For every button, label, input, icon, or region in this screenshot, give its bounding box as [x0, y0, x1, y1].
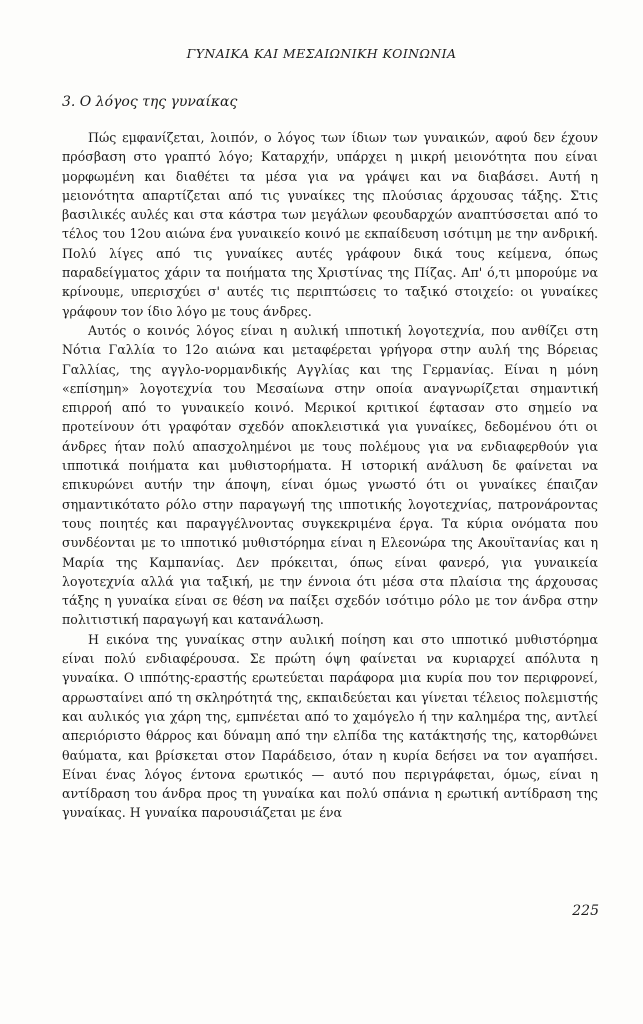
body-text	[62, 128, 598, 823]
paragraph: Αυτός ο κοινός λόγος είναι η αυλική ιπποτική λογοτεχνία, που ανθίζει στη Νότια Γαλλία το 12ο αιώνα και μεταφέρεται γρήγορα στην αυλή της Βόρειας Γαλλίας, της αγγλο-νορμανδικής Αγγλίας και της Γερμανίας. Είναι η μόνη «επίσημη» λογοτεχνία του Μεσαίωνα στην οποία αναγνωρίζεται σημαντική επιρροή από το γυναικείο κοινό. Μερικοί κριτικοί έφτασαν στο σημείο να προτείνουν ότι γραφόταν σχεδόν αποκλειστικά για γυναίκες, δεδομένου ότι οι άνδρες ήταν πολύ απασχολημένοι με τους πολέμους για να ενδιαφερθούν για ιπποτικά ποιήματα και μυθιστορήματα. Η ιστορική ανάλυση δε φαίνεται να επικυρώνει αυτήν την άποψη, είναι όμως γνωστό ότι οι γυναίκες έπαιζαν σημαντικότατο ρόλο στην παραγωγή της ιπποτικής λογοτεχνίας, πατρονάροντας τους ποιητές και παραγγέλνοντας συγκεκριμένα έργα. Τα κύρια ονόματα που συνδέονται με το ιπποτικό μυθιστόρημα είναι η Ελεονώρα της Ακουϊτανίας και η Μαρία της Καμπανίας. Δεν πρόκειται, όπως είναι φανερό, για γυναικεία λογοτεχνία αλλά για ταξική, με την έννοια ότι μέσα στα πλαίσια της άρχουσας τάξης η γυναίκα είναι σε θέση να παίξει σχεδόν ισότιμο ρόλο με τον άνδρα στην πολιτιστική παραγωγή και κατανάλωση.	[62, 322, 598, 628]
paragraph: Πώς εμφανίζεται, λοιπόν, ο λόγος των ίδιων των γυναικών, αφού δεν έχουν πρόσβαση στο γραπτό λόγο; Καταρχήν, υπάρχει η μικρή μειονότητα που είναι μορφωμένη και διαθέτει τα μέσα για να γράψει και να διαβάσει. Αυτή η μειονότητα απαρτίζεται από τις γυναίκες της πλούσιας άρχουσας τάξης. Στις βασιλικές αυλές και στα κάστρα των μεγάλων φεουδαρχών αναπτύσσεται από το τέλος του 12ου αιώνα ένα γυναικείο κοινό με εκπαίδευση ισότιμη με την ανδρική. Πολύ λίγες από τις γυναίκες αυτές γράφουν δικά τους κείμενα, όπως παραδείγματος χάριν τα ποιήματα της Χριστίνας της Πίζας. Απ' ό,τι μπορούμε να κρίνουμε, υπερισχύει σ' αυτές τις περιπτώσεις το ταξικό στοιχείο: οι γυναίκες γράφουν τον ίδιο λόγο με τους άνδρες.	[62, 130, 598, 319]
paragraph: Η εικόνα της γυναίκας στην αυλική ποίηση και στο ιπποτικό μυθιστόρημα είναι πολύ ενδιαφέρουσα. Σε πρώτη όψη φαίνεται να κυριαρχεί απόλυτα η γυναίκα. Ο ιππότης-εραστής ερωτεύεται παράφορα μια κυρία που τον περιφρονεί, αρρωσταίνει από τη σκληρότητά της, εκπαιδεύεται και γίνεται τέλειος πολεμιστής και αυλικός για χάρη της, εμπνέεται από το χαμόγελο ή την καλημέρα της, αντλεί απεριόριστο θάρρος και δύναμη από την ελπίδα της κατάκτησής της, κατορθώνει θαύματα, και βρίσκεται στον Παράδεισο, όταν η κυρία δεήσει να τον αγαπήσει. Είναι ένας λόγος έντονα ερωτικός — αυτό που περιγράφεται, όμως, είναι η αντίδραση του άνδρα προς τη γυναίκα και πολύ σπάνια η ερωτική αντίδραση της γυναίκας. Η γυναίκα παρουσιάζεται με ένα	[62, 631, 598, 821]
page-number: 225	[572, 903, 599, 919]
running-head: ΓΥΝΑΙΚΑ ΚΑΙ ΜΕΣΑΙΩΝΙΚΗ ΚΟΙΝΩΝΙΑ	[186, 46, 457, 61]
section-title: 3. Ο λόγος της γυναίκας	[62, 94, 238, 110]
